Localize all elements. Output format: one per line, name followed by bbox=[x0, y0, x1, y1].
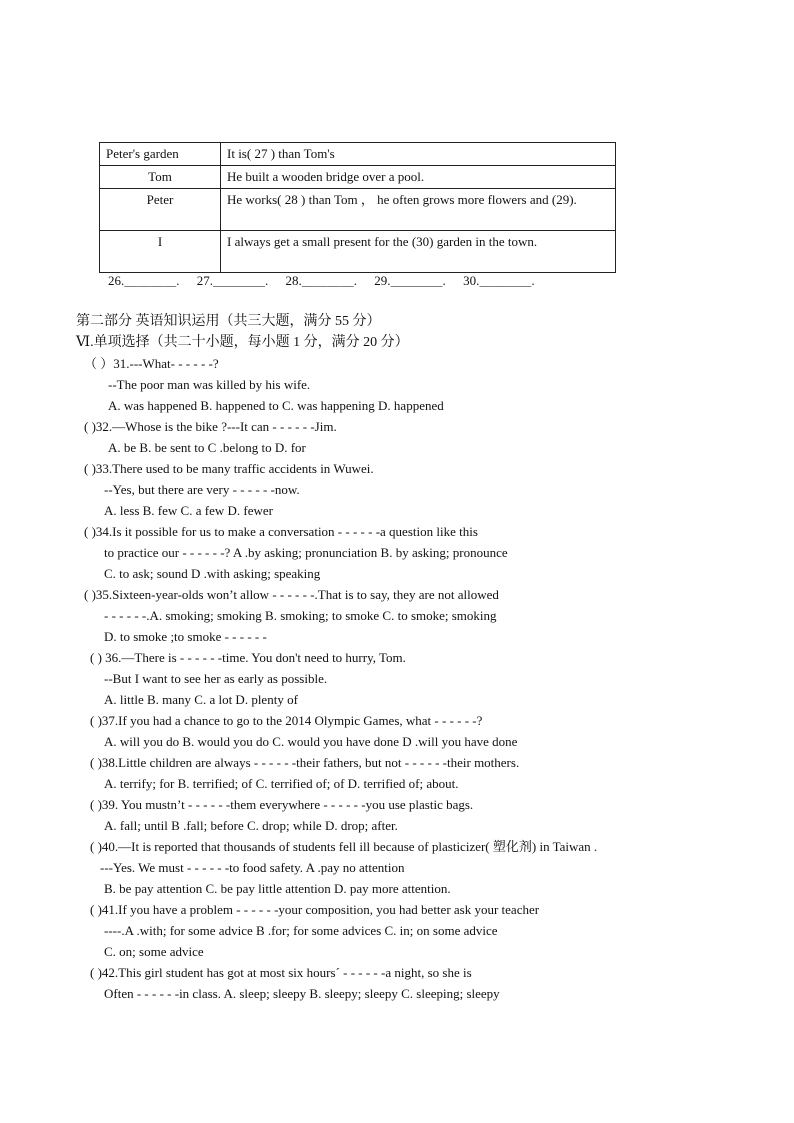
question-options: A. less B. few C. a few D. fewer bbox=[104, 503, 273, 518]
question-35: ( )35.Sixteen-year-olds won’t allow - - - - - -.That is to say, they are not allowed bbox=[84, 587, 499, 602]
question-options: D. to smoke ;to smoke - - - - - - bbox=[104, 629, 267, 644]
question-line: --The poor man was killed by his wife. bbox=[108, 377, 311, 392]
question-39: ( )39. You mustn’t - - - - - -them everywhere - - - - - -you use plastic bags. bbox=[90, 797, 474, 812]
question-options: A. little B. many C. a lot D. plenty of bbox=[104, 692, 298, 707]
table-cell-text: It is( 27 ) than Tom's bbox=[221, 143, 616, 166]
question-33: ( )33.There used to be many traffic accidents in Wuwei. bbox=[84, 461, 374, 476]
question-options: C. on; some advice bbox=[104, 944, 204, 959]
question-line: Often - - - - - -in class. A. sleep; sleepy B. sleepy; sleepy C. sleeping; sleepy bbox=[104, 986, 500, 1001]
question-41: ( )41.If you have a problem - - - - - -your composition, you had better ask your teacher bbox=[90, 902, 540, 917]
question-options: B. be pay attention C. be pay little attention D. pay more attention. bbox=[104, 881, 451, 896]
table-row bbox=[100, 189, 616, 231]
question-line: to practice our - - - - - -? A .by asking; pronunciation B. by asking; pronounce bbox=[104, 545, 508, 560]
table-row bbox=[100, 166, 616, 189]
table-row bbox=[100, 231, 616, 273]
table-cell-text: I always get a small present for the (30) garden in the town. bbox=[221, 231, 616, 273]
part-two-heading: 第二部分 英语知识运用（共三大题，满分 55 分） bbox=[76, 314, 381, 329]
garden-table bbox=[99, 142, 616, 273]
question-line: --Yes, but there are very - - - - - -now. bbox=[104, 482, 300, 497]
question-options: C. to ask; sound D .with asking; speaking bbox=[104, 566, 321, 581]
question-31: （ ）31.---What- - - - - -? bbox=[84, 356, 219, 371]
question-34: ( )34.Is it possible for us to make a conversation - - - - - -a question like this bbox=[84, 524, 478, 539]
question-options: A. terrify; for B. terrified; of C. terrified of; of D. terrified of; about. bbox=[104, 776, 459, 791]
question-options: A. be B. be sent to C .belong to D. for bbox=[108, 440, 306, 455]
answer-blank: 26.＿＿＿＿. bbox=[108, 273, 180, 288]
answer-blank: 29.＿＿＿＿. bbox=[374, 273, 446, 288]
question-line: - - - - - -.A. smoking; smoking B. smoking; to smoke C. to smoke; smoking bbox=[104, 608, 497, 623]
table-cell-name: Peter's garden bbox=[100, 143, 221, 166]
question-line: ----.A .with; for some advice B .for; for some advices C. in; on some advice bbox=[104, 923, 498, 938]
question-38: ( )38.Little children are always - - - - - -their fathers, but not - - - - - -their mothers. bbox=[90, 755, 520, 770]
question-line: ---Yes. We must - - - - - -to food safety. A .pay no attention bbox=[100, 860, 405, 875]
table-cell-text: He works( 28 ) than Tom ， he often grows more flowers and (29). bbox=[221, 189, 616, 231]
table-cell-name: I bbox=[100, 231, 221, 273]
question-42: ( )42.This girl student has got at most six hours´ - - - - - -a night, so she is bbox=[90, 965, 472, 980]
question-32: ( )32.—Whose is the bike ?---It can - - - - - -Jim. bbox=[84, 419, 337, 434]
table-cell-name: Tom bbox=[100, 166, 221, 189]
question-40: ( )40.—It is reported that thousands of students fell ill because of plasticizer( 塑化剂) in Taiwan . bbox=[90, 839, 598, 854]
table-cell-text: He built a wooden bridge over a pool. bbox=[221, 166, 616, 189]
question-options: A. was happened B. happened to C. was happening D. happened bbox=[108, 398, 444, 413]
answer-blanks bbox=[108, 273, 549, 289]
answer-blank: 30.＿＿＿＿. bbox=[463, 273, 535, 288]
answer-blank: 28.＿＿＿＿. bbox=[285, 273, 358, 288]
table-row bbox=[100, 143, 616, 166]
question-line: --But I want to see her as early as possible. bbox=[104, 671, 328, 686]
question-37: ( )37.If you had a chance to go to the 2014 Olympic Games, what - - - - - -? bbox=[90, 713, 483, 728]
question-options: A. will you do B. would you do C. would you have done D .will you have done bbox=[104, 734, 518, 749]
section-six-heading: Ⅵ.单项选择（共二十小题，每小题 1 分，满分 20 分） bbox=[76, 335, 409, 350]
answer-blank: 27.＿＿＿＿. bbox=[196, 273, 269, 288]
question-options: A. fall; until B .fall; before C. drop; while D. drop; after. bbox=[104, 818, 398, 833]
question-36: ( ) 36.—There is - - - - - -time. You don't need to hurry, Tom. bbox=[90, 650, 406, 665]
table-cell-name: Peter bbox=[100, 189, 221, 231]
